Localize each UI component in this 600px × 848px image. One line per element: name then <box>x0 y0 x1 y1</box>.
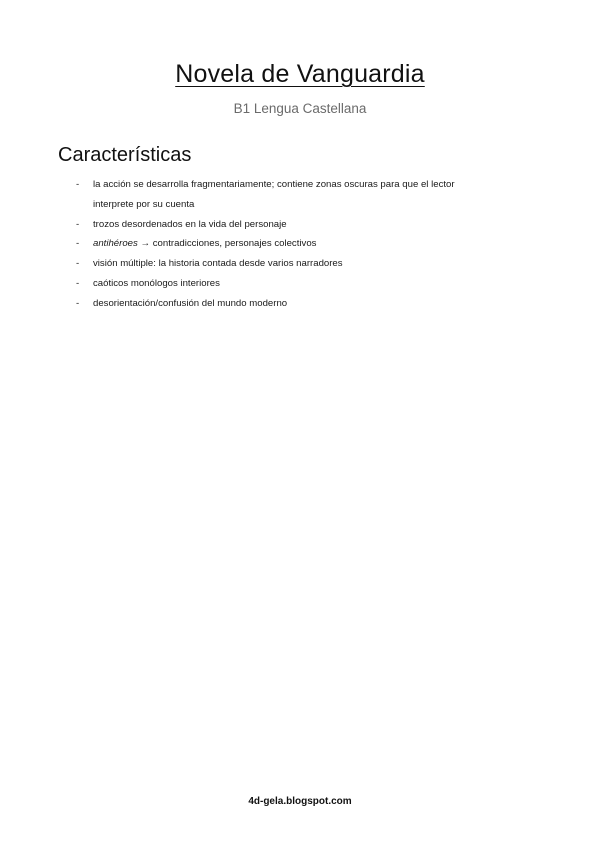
list-item <box>76 254 476 274</box>
list-item <box>76 175 476 215</box>
page-title: Novela de Vanguardia <box>175 60 425 88</box>
footer-url: 4d-gela.blogspot.com <box>248 796 352 807</box>
list-item <box>76 294 476 314</box>
list-item-italic-term: antihéroes <box>93 238 138 250</box>
page-subtitle: B1 Lengua Castellana <box>233 101 367 116</box>
list-item-text: desorientación/confusión del mundo moderno <box>93 297 288 309</box>
list-item <box>76 234 476 254</box>
bullet-dash: - <box>76 179 80 190</box>
list-item-text: caóticos monólogos interiores <box>93 277 220 289</box>
list-item-text: la acción se desarrolla fragmentariamente; contiene zonas oscuras para que el lector interprete por su cuenta <box>93 179 455 210</box>
list-item <box>76 215 476 235</box>
list-item-text: trozos desordenados en la vida del personaje <box>93 218 287 230</box>
list-item <box>76 274 476 294</box>
bullet-dash: - <box>76 238 80 250</box>
section-heading: Características <box>58 144 192 166</box>
characteristics-list <box>76 175 476 314</box>
list-item-text: → contradicciones, personajes colectivos <box>137 238 317 250</box>
list-item-text: visión múltiple: la historia contada desde varios narradores <box>93 258 343 270</box>
bullet-dash: - <box>76 277 80 289</box>
bullet-dash: - <box>76 218 80 230</box>
bullet-dash: - <box>76 297 80 309</box>
bullet-dash: - <box>76 258 80 270</box>
